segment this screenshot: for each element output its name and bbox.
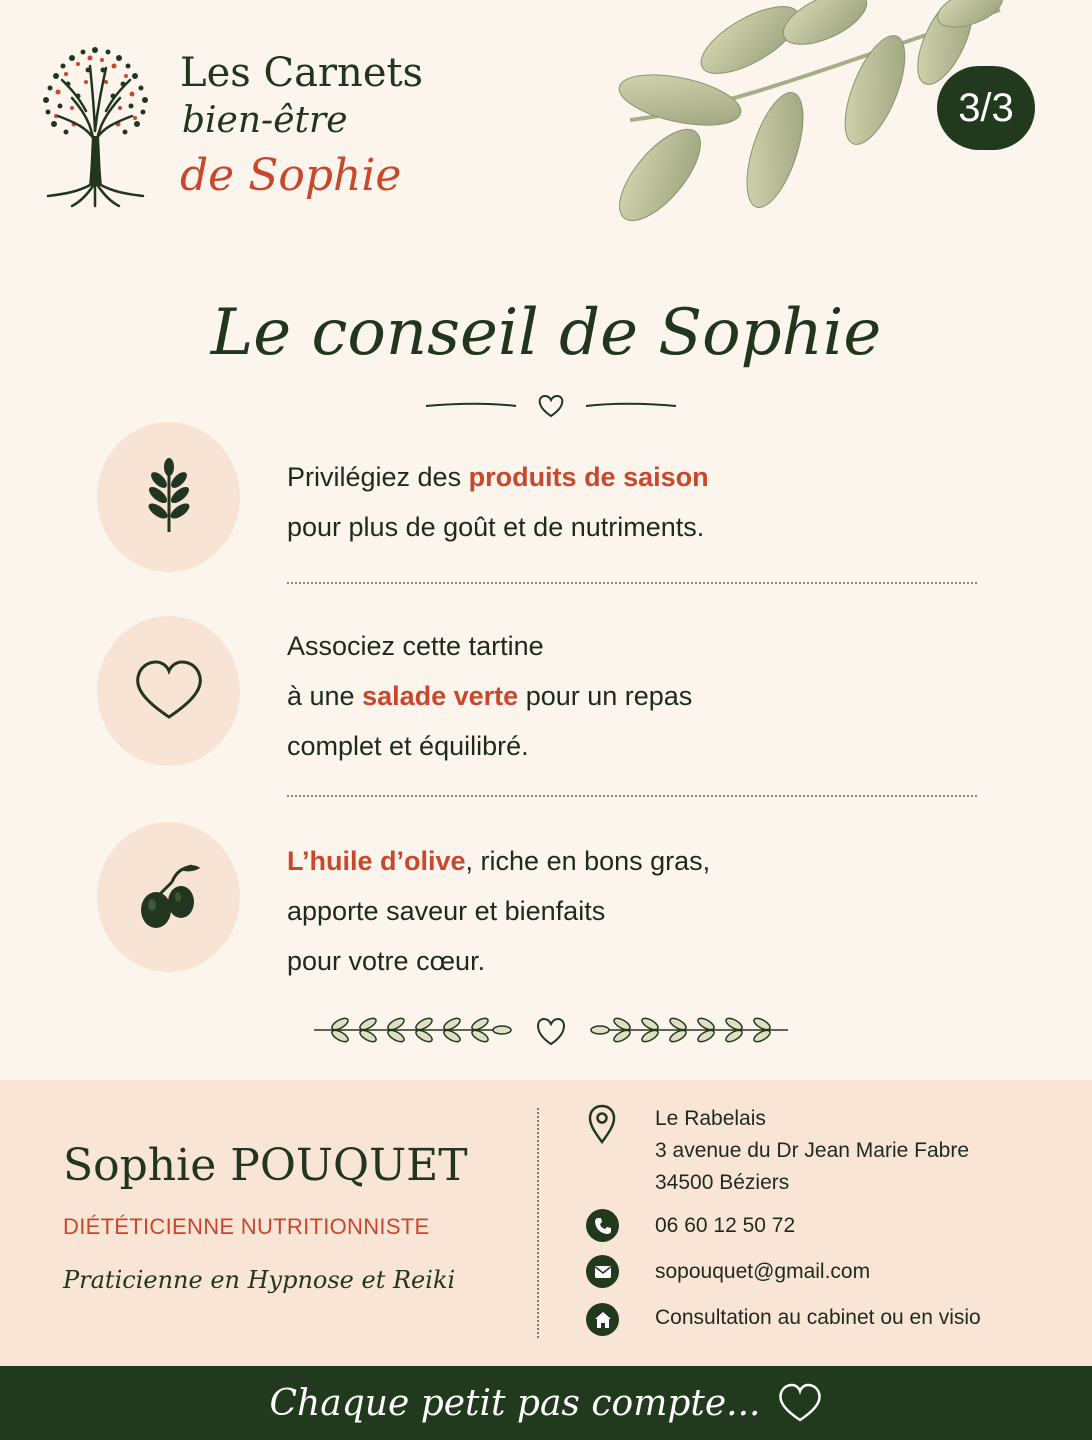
tip-text-line: pour votre cœur. xyxy=(287,946,486,976)
heart-icon xyxy=(134,659,204,723)
wheat-leaf-icon xyxy=(147,458,191,536)
tip-highlight: salade verte xyxy=(362,681,519,711)
dotted-separator xyxy=(287,795,977,797)
tip-text-seasonal xyxy=(287,452,1007,552)
leaf-heart-divider xyxy=(310,1010,792,1050)
tagline-text: Chaque petit pas compte... xyxy=(269,1382,761,1424)
tip-highlight: L’huile d’olive xyxy=(287,846,466,876)
tip-text-olive-oil xyxy=(287,836,1007,986)
tip-icon-circle xyxy=(97,422,240,572)
address-line: Le Rabelais xyxy=(655,1107,766,1130)
heart-divider xyxy=(420,388,682,422)
phone-number[interactable]: 06 60 12 50 72 xyxy=(655,1214,796,1237)
tip-text-line: Associez cette tartine xyxy=(287,631,544,661)
email-address[interactable]: sopouquet@gmail.com xyxy=(655,1260,871,1283)
profession-title: DIÉTÉTICIENNE NUTRITIONNISTE xyxy=(63,1214,430,1239)
heart-icon xyxy=(540,396,563,416)
page-title: Le conseil de Sophie xyxy=(210,296,882,370)
tip-text-line: complet et équilibré. xyxy=(287,731,529,761)
practice-subtitle: Praticienne en Hypnose et Reiki xyxy=(63,1266,456,1294)
tip-text-part: pour un repas xyxy=(518,681,693,711)
brand-name-line3: de Sophie xyxy=(180,150,402,201)
tip-icon-circle xyxy=(97,822,240,972)
tagline xyxy=(0,1366,1092,1440)
address-line: 34500 Béziers xyxy=(655,1171,790,1194)
tip-text-part: à une xyxy=(287,681,363,711)
tip-icon-circle xyxy=(97,616,240,766)
page-indicator-badge: 3/3 xyxy=(937,66,1035,150)
tip-text-part: , riche en bons gras, xyxy=(465,846,711,876)
brand-name-line2: bien-être xyxy=(182,100,348,141)
olive-icon xyxy=(136,862,202,932)
heart-icon xyxy=(538,1019,564,1044)
heart-icon xyxy=(778,1383,822,1423)
location-pin-icon xyxy=(587,1104,617,1144)
email-icon xyxy=(586,1255,619,1288)
vertical-dotted-separator xyxy=(537,1108,539,1338)
home-icon xyxy=(586,1303,619,1336)
tip-text-part: Privilégiez des xyxy=(287,462,469,492)
brand-name-line1: Les Carnets xyxy=(180,50,424,96)
tip-text-line: apporte saveur et bienfaits xyxy=(287,896,606,926)
phone-icon xyxy=(586,1209,619,1242)
dotted-separator xyxy=(287,582,977,584)
consultation-info: Consultation au cabinet ou en visio xyxy=(655,1306,981,1329)
practitioner-name: Sophie POUQUET xyxy=(63,1140,468,1191)
tip-highlight: produits de saison xyxy=(468,462,709,492)
tip-text-line: pour plus de goût et de nutriments. xyxy=(287,512,705,542)
tip-text-salad xyxy=(287,621,1007,771)
address-line: 3 avenue du Dr Jean Marie Fabre xyxy=(655,1139,970,1162)
tree-logo-icon xyxy=(28,36,163,208)
address xyxy=(655,1103,969,1199)
